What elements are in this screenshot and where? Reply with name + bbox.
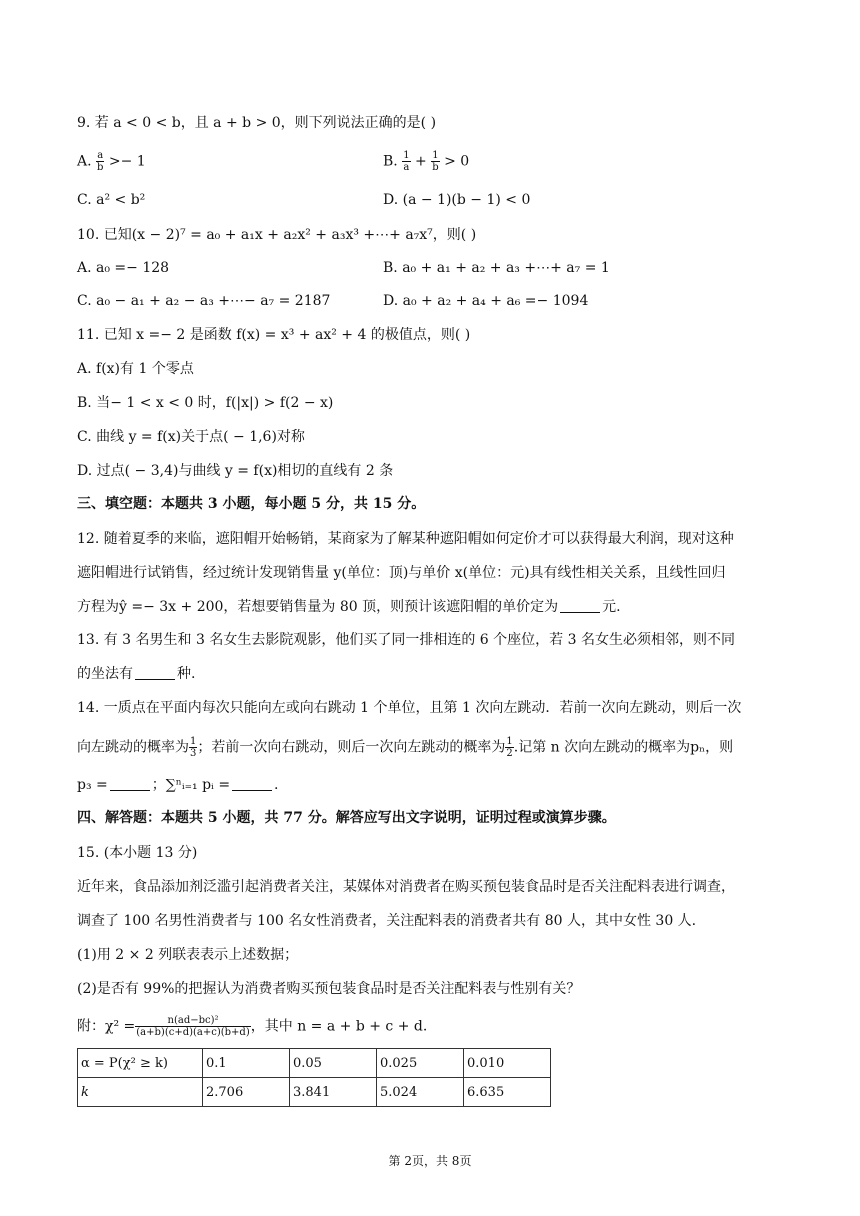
page-footer: 第 2页，共 8页 — [388, 1154, 472, 1168]
q15-paragraph-1: 近年来，食品添加剂泛滥引起消费者关注，某媒体对消费者在购买预包装食品时是否关注配料表进行调查， — [77, 879, 735, 895]
answer-blank — [135, 665, 175, 680]
q14-line-3: p₃ = ；∑ⁿᵢ₌₁ pᵢ = . — [77, 777, 279, 793]
q14-line-2: 向左跳动的概率为 $\frac{1}{3}$ ；若前一次向右跳动，则后一次向左跳动的概率为 $\frac{1}{2}$ .记第 n 次向左跳动的概率为pₙ，则 — [77, 736, 734, 759]
q13-line-2: 的坐法有 种. — [77, 666, 196, 682]
q15-subquestion-1: (1)用 2 × 2 列联表表示上述数据； — [77, 947, 299, 963]
table-cell: 0.010 — [464, 1049, 551, 1078]
q11-option-c: C. 曲线 y = f(x)关于点( − 1,6)对称 — [77, 429, 305, 445]
q9-option-a: A. $\frac{a}{b}$ >− 1 — [77, 150, 146, 173]
q11-option-b: B. 当− 1 < x < 0 时，f(|x|) > f(2 − x) — [77, 395, 334, 411]
q15-formula-note: 附：χ² = $\frac{\text{n(ad−bc)²}}{(a+b)(c+d)(a+c)(b+d)}$ ，其中 n = a + b + c + d. — [77, 1015, 428, 1038]
q10-option-d: D. a₀ + a₂ + a₄ + a₆ =− 1094 — [383, 293, 589, 309]
q11-option-a: A. f(x)有 1 个零点 — [77, 361, 194, 377]
answer-blank — [110, 776, 150, 791]
q10-option-a: A. a₀ =− 128 — [77, 260, 170, 276]
q13-line-1: 13. 有 3 名男生和 3 名女生去影院观影，他们买了同一排相连的 6 个座位，若 3 名女生必须相邻，则不同 — [77, 632, 735, 648]
section-3-heading: 三、填空题：本题共 3 小题，每小题 5 分，共 15 分。 — [77, 496, 426, 512]
q9-stem: 9. 若 a < 0 < b，且 a + b > 0，则下列说法正确的是( ) — [77, 115, 437, 131]
q9-option-b: B. $\frac{1}{a}$ + $\frac{1}{b}$ > 0 — [383, 150, 470, 173]
answer-blank — [232, 776, 272, 791]
table-cell: 0.025 — [377, 1049, 464, 1078]
table-cell: 3.841 — [290, 1078, 377, 1107]
critical-value-table — [77, 1048, 551, 1107]
table-cell: 0.05 — [290, 1049, 377, 1078]
q14-line-1: 14. 一质点在平面内每次只能向左或向右跳动 1 个单位，且第 1 次向左跳动．若前一次向左跳动，则后一次 — [77, 700, 742, 716]
table-row — [78, 1049, 551, 1078]
table-cell: α = P(χ² ≥ k) — [78, 1049, 203, 1078]
q9-option-d: D. (a − 1)(b − 1) < 0 — [383, 192, 531, 208]
q12-line-3: 方程为ŷ =− 3x + 200，若想要销售量为 80 顶，则预计该遮阳帽的单价定为 元. — [77, 599, 621, 615]
section-4-heading: 四、解答题：本题共 5 小题，共 77 分。解答应写出文字说明，证明过程或演算步骤。 — [77, 810, 616, 826]
chi-square-fraction: $\frac{\text{n(ad−bc)²}}{(a+b)(c+d)(a+c)(b+d)}$ — [136, 1015, 250, 1038]
table-cell: 2.706 — [203, 1078, 290, 1107]
q10-option-b: B. a₀ + a₁ + a₂ + a₃ +⋯+ a₇ = 1 — [383, 260, 610, 276]
q15-heading: 15. (本小题 13 分) — [77, 845, 198, 861]
q12-line-2: 遮阳帽进行试销售，经过统计发现销售量 y(单位：顶)与单价 x(单位：元)具有线性相关关系，且线性回归 — [77, 565, 726, 581]
q10-stem: 10. 已知(x − 2)⁷ = a₀ + a₁x + a₂x² + a₃x³ +⋯+ a₇x⁷，则( ) — [77, 227, 477, 243]
q11-option-d: D. 过点( − 3,4)与曲线 y = f(x)相切的直线有 2 条 — [77, 463, 394, 479]
answer-blank — [560, 598, 600, 613]
q15-subquestion-2: (2)是否有 99%的把握认为消费者购买预包装食品时是否关注配料表与性别有关？ — [77, 981, 581, 997]
table-cell: 0.1 — [203, 1049, 290, 1078]
table-cell: k — [78, 1078, 203, 1107]
table-cell: 5.024 — [377, 1078, 464, 1107]
q11-stem: 11. 已知 x =− 2 是函数 f(x) = x³ + ax² + 4 的极值点，则( ) — [77, 327, 471, 343]
q15-paragraph-2: 调查了 100 名男性消费者与 100 名女性消费者，关注配料表的消费者共有 80 人，其中女性 30 人. — [77, 913, 697, 929]
q10-option-c: C. a₀ − a₁ + a₂ − a₃ +⋯− a₇ = 2187 — [77, 293, 331, 309]
q9-a-fraction: $\frac{a}{b}$ — [97, 150, 104, 173]
q12-line-1: 12. 随着夏季的来临，遮阳帽开始畅销，某商家为了解某种遮阳帽如何定价才可以获得最大利润，现对这种 — [77, 531, 734, 547]
table-row — [78, 1078, 551, 1107]
q9-option-c: C. a² < b² — [77, 192, 146, 208]
table-cell: 6.635 — [464, 1078, 551, 1107]
